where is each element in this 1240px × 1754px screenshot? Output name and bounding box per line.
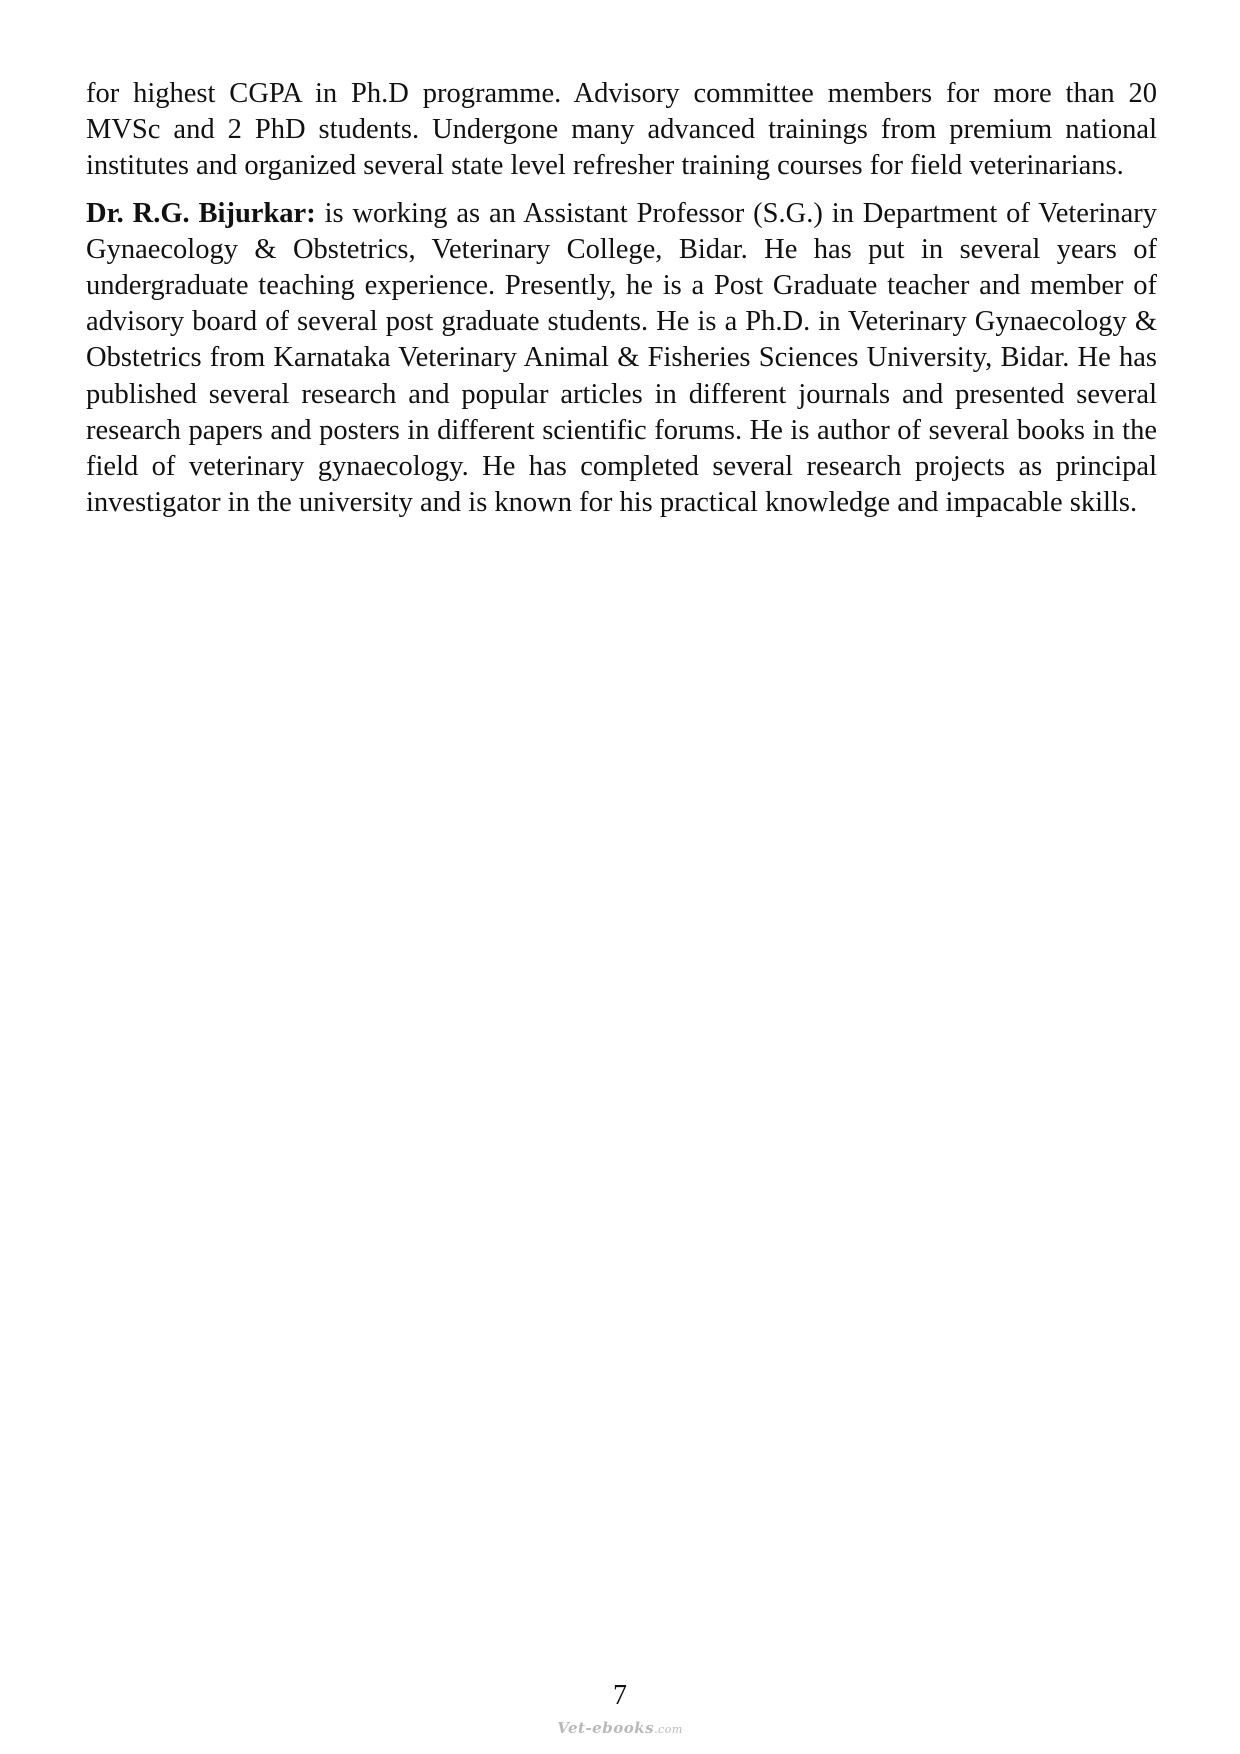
paragraph-continuation — [86, 76, 1157, 185]
watermark-logo — [0, 1719, 1240, 1737]
paragraph-text: for highest CGPA in Ph.D programme. Advisory committee members for more than 20 MVSc and 2 PhD students. Undergone many advanced trainings from premium national institutes and organized several state level refresher training courses for field veterinarians. — [86, 78, 1157, 182]
page-body — [86, 76, 1157, 521]
author-name: Dr. R.G. Bijurkar: — [86, 197, 316, 229]
paragraph-text: is working as an Assistant Professor (S.G.) in Department of Veterinary Gynaecology & Obstetrics, Veterinary College, Bidar. He has put in several years of undergraduate teaching experience. Presently, he is a Post Graduate teacher and member of advisory board of several post graduate students. He is a Ph.D. in Veterinary Gynaecology & Obstetrics from Karnataka Veterinary Animal & Fisheries Sciences University, Bidar. He has published several research and popular articles in different journals and presented several research papers and posters in different scientific forums. He is author of several books in the field of veterinary gynaecology. He has completed several research projects as principal investigator in the university and is known for his practical knowledge and impacable skills. — [86, 197, 1157, 519]
page-number: 7 — [613, 1680, 627, 1711]
watermark-suffix: .com — [654, 1723, 683, 1736]
watermark-text: Vet-ebooks — [557, 1719, 655, 1737]
paragraph-author-bio — [86, 196, 1157, 522]
